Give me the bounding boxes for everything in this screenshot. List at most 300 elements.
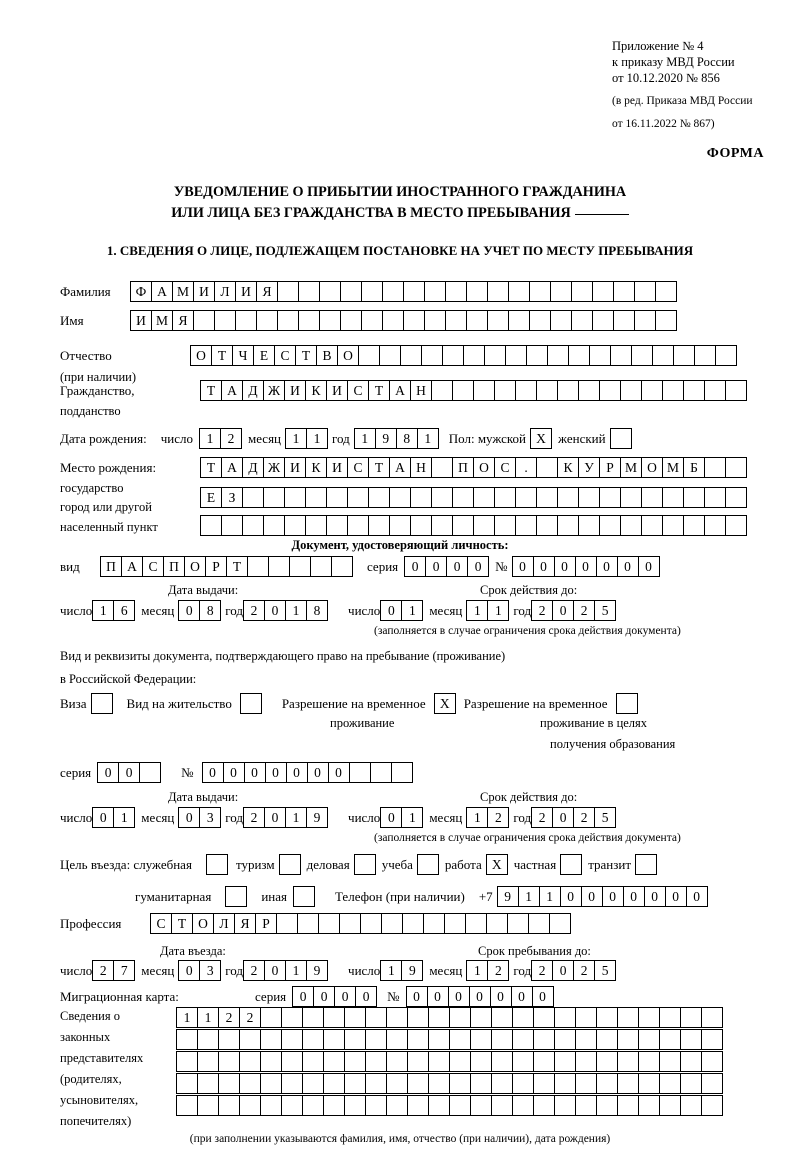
char-cell[interactable]: 0 bbox=[469, 986, 491, 1007]
char-cell[interactable] bbox=[571, 281, 593, 302]
char-cell[interactable] bbox=[442, 345, 464, 366]
char-cell[interactable] bbox=[276, 913, 298, 934]
char-cell[interactable] bbox=[365, 1007, 387, 1028]
char-cell[interactable]: . bbox=[515, 457, 537, 478]
char-cell[interactable] bbox=[725, 487, 747, 508]
char-cell[interactable]: 0 bbox=[334, 986, 356, 1007]
char-cell[interactable] bbox=[410, 515, 432, 536]
char-cell[interactable] bbox=[536, 457, 558, 478]
char-cell[interactable] bbox=[680, 1029, 702, 1050]
char-cell[interactable] bbox=[428, 1051, 450, 1072]
char-cell[interactable]: 1 bbox=[401, 807, 423, 828]
stay-issue-day-input[interactable] bbox=[92, 807, 135, 828]
char-cell[interactable]: 0 bbox=[623, 886, 645, 907]
legal-rep-line4-input[interactable] bbox=[176, 1073, 723, 1094]
char-cell[interactable] bbox=[193, 310, 215, 331]
char-cell[interactable] bbox=[370, 762, 392, 783]
char-cell[interactable]: 9 bbox=[497, 886, 519, 907]
char-cell[interactable]: М bbox=[172, 281, 194, 302]
char-cell[interactable]: 2 bbox=[243, 600, 265, 621]
char-cell[interactable] bbox=[515, 515, 537, 536]
char-cell[interactable] bbox=[617, 1051, 639, 1072]
char-cell[interactable] bbox=[361, 310, 383, 331]
char-cell[interactable] bbox=[494, 487, 516, 508]
stay-until-month-input[interactable] bbox=[466, 960, 509, 981]
stay-doc-number-input[interactable] bbox=[202, 762, 413, 783]
char-cell[interactable]: 1 bbox=[401, 600, 423, 621]
char-cell[interactable]: 2 bbox=[218, 1007, 240, 1028]
char-cell[interactable] bbox=[634, 310, 656, 331]
char-cell[interactable] bbox=[638, 1095, 660, 1116]
char-cell[interactable] bbox=[575, 1073, 597, 1094]
char-cell[interactable]: 0 bbox=[380, 807, 402, 828]
char-cell[interactable] bbox=[260, 1073, 282, 1094]
char-cell[interactable] bbox=[592, 310, 614, 331]
char-cell[interactable]: 2 bbox=[531, 807, 553, 828]
char-cell[interactable]: И bbox=[326, 457, 348, 478]
char-cell[interactable] bbox=[641, 515, 663, 536]
char-cell[interactable] bbox=[620, 380, 642, 401]
char-cell[interactable] bbox=[508, 281, 530, 302]
char-cell[interactable] bbox=[683, 515, 705, 536]
char-cell[interactable]: Т bbox=[200, 380, 222, 401]
char-cell[interactable] bbox=[302, 1051, 324, 1072]
char-cell[interactable] bbox=[403, 281, 425, 302]
char-cell[interactable] bbox=[445, 310, 467, 331]
char-cell[interactable] bbox=[449, 1051, 471, 1072]
char-cell[interactable]: Н bbox=[410, 380, 432, 401]
char-cell[interactable]: 0 bbox=[554, 556, 576, 577]
char-cell[interactable]: 1 bbox=[518, 886, 540, 907]
char-cell[interactable]: 0 bbox=[406, 986, 428, 1007]
char-cell[interactable] bbox=[494, 380, 516, 401]
visa-checkbox[interactable] bbox=[91, 693, 113, 714]
char-cell[interactable] bbox=[680, 1095, 702, 1116]
char-cell[interactable] bbox=[197, 1095, 219, 1116]
char-cell[interactable] bbox=[533, 1095, 555, 1116]
purpose-tourism-checkbox[interactable] bbox=[279, 854, 301, 875]
char-cell[interactable] bbox=[368, 487, 390, 508]
char-cell[interactable]: 0 bbox=[92, 807, 114, 828]
char-cell[interactable]: 0 bbox=[644, 886, 666, 907]
edu-residence-checkbox[interactable] bbox=[616, 693, 638, 714]
char-cell[interactable] bbox=[659, 1029, 681, 1050]
char-cell[interactable] bbox=[704, 380, 726, 401]
char-cell[interactable]: 0 bbox=[552, 960, 574, 981]
char-cell[interactable]: Я bbox=[234, 913, 256, 934]
char-cell[interactable] bbox=[281, 1007, 303, 1028]
char-cell[interactable]: 2 bbox=[243, 960, 265, 981]
char-cell[interactable]: 0 bbox=[264, 960, 286, 981]
char-cell[interactable]: 6 bbox=[113, 600, 135, 621]
char-cell[interactable]: 0 bbox=[328, 762, 350, 783]
char-cell[interactable] bbox=[554, 1073, 576, 1094]
char-cell[interactable] bbox=[491, 1051, 513, 1072]
char-cell[interactable] bbox=[365, 1029, 387, 1050]
char-cell[interactable] bbox=[529, 281, 551, 302]
char-cell[interactable] bbox=[610, 345, 632, 366]
char-cell[interactable] bbox=[662, 515, 684, 536]
char-cell[interactable] bbox=[197, 1051, 219, 1072]
char-cell[interactable] bbox=[473, 515, 495, 536]
char-cell[interactable] bbox=[701, 1095, 723, 1116]
char-cell[interactable] bbox=[347, 515, 369, 536]
char-cell[interactable]: 1 bbox=[487, 600, 509, 621]
identity-issue-day-input[interactable] bbox=[92, 600, 135, 621]
char-cell[interactable] bbox=[407, 1073, 429, 1094]
char-cell[interactable] bbox=[260, 1007, 282, 1028]
entry-year-input[interactable] bbox=[243, 960, 328, 981]
char-cell[interactable] bbox=[319, 281, 341, 302]
identity-valid-day-input[interactable] bbox=[380, 600, 423, 621]
char-cell[interactable] bbox=[491, 1095, 513, 1116]
char-cell[interactable] bbox=[701, 1073, 723, 1094]
char-cell[interactable] bbox=[725, 515, 747, 536]
char-cell[interactable] bbox=[470, 1095, 492, 1116]
char-cell[interactable] bbox=[428, 1073, 450, 1094]
char-cell[interactable] bbox=[550, 281, 572, 302]
char-cell[interactable] bbox=[326, 515, 348, 536]
char-cell[interactable] bbox=[323, 1029, 345, 1050]
char-cell[interactable] bbox=[239, 1073, 261, 1094]
char-cell[interactable] bbox=[662, 380, 684, 401]
char-cell[interactable] bbox=[289, 556, 311, 577]
identity-issue-year-input[interactable] bbox=[243, 600, 328, 621]
char-cell[interactable] bbox=[423, 913, 445, 934]
char-cell[interactable]: 9 bbox=[306, 960, 328, 981]
char-cell[interactable] bbox=[589, 345, 611, 366]
char-cell[interactable]: 1 bbox=[197, 1007, 219, 1028]
char-cell[interactable] bbox=[281, 1095, 303, 1116]
residence-permit-checkbox[interactable] bbox=[240, 693, 262, 714]
char-cell[interactable]: 3 bbox=[199, 807, 221, 828]
char-cell[interactable]: 0 bbox=[223, 762, 245, 783]
legal-rep-line3-input[interactable] bbox=[176, 1051, 723, 1072]
char-cell[interactable] bbox=[659, 1095, 681, 1116]
char-cell[interactable] bbox=[617, 1095, 639, 1116]
char-cell[interactable] bbox=[389, 515, 411, 536]
char-cell[interactable] bbox=[260, 1029, 282, 1050]
char-cell[interactable] bbox=[428, 1029, 450, 1050]
char-cell[interactable]: Я bbox=[256, 281, 278, 302]
char-cell[interactable] bbox=[470, 1007, 492, 1028]
char-cell[interactable] bbox=[512, 1073, 534, 1094]
char-cell[interactable] bbox=[491, 1029, 513, 1050]
stay-until-year-input[interactable] bbox=[531, 960, 616, 981]
char-cell[interactable] bbox=[571, 310, 593, 331]
char-cell[interactable] bbox=[340, 281, 362, 302]
char-cell[interactable]: 0 bbox=[380, 600, 402, 621]
char-cell[interactable] bbox=[641, 487, 663, 508]
purpose-official-checkbox[interactable] bbox=[206, 854, 228, 875]
char-cell[interactable]: Т bbox=[200, 457, 222, 478]
char-cell[interactable] bbox=[247, 556, 269, 577]
identity-doc-number-input[interactable] bbox=[512, 556, 660, 577]
entry-day-input[interactable] bbox=[92, 960, 135, 981]
char-cell[interactable]: А bbox=[221, 380, 243, 401]
char-cell[interactable] bbox=[424, 281, 446, 302]
char-cell[interactable] bbox=[470, 1029, 492, 1050]
sex-female-checkbox[interactable] bbox=[610, 428, 632, 449]
char-cell[interactable] bbox=[634, 281, 656, 302]
char-cell[interactable]: А bbox=[151, 281, 173, 302]
char-cell[interactable]: 0 bbox=[665, 886, 687, 907]
char-cell[interactable] bbox=[297, 913, 319, 934]
char-cell[interactable]: Л bbox=[213, 913, 235, 934]
char-cell[interactable] bbox=[491, 1073, 513, 1094]
birthdate-day-input[interactable] bbox=[199, 428, 242, 449]
char-cell[interactable] bbox=[403, 310, 425, 331]
char-cell[interactable] bbox=[239, 1029, 261, 1050]
char-cell[interactable] bbox=[176, 1051, 198, 1072]
char-cell[interactable]: 5 bbox=[594, 960, 616, 981]
char-cell[interactable] bbox=[218, 1029, 240, 1050]
char-cell[interactable] bbox=[379, 345, 401, 366]
char-cell[interactable]: 1 bbox=[417, 428, 439, 449]
char-cell[interactable]: 1 bbox=[285, 960, 307, 981]
char-cell[interactable] bbox=[449, 1073, 471, 1094]
char-cell[interactable] bbox=[725, 457, 747, 478]
char-cell[interactable]: 3 bbox=[199, 960, 221, 981]
char-cell[interactable] bbox=[652, 345, 674, 366]
char-cell[interactable]: 0 bbox=[264, 600, 286, 621]
char-cell[interactable]: 1 bbox=[113, 807, 135, 828]
char-cell[interactable] bbox=[638, 1007, 660, 1028]
char-cell[interactable] bbox=[704, 487, 726, 508]
char-cell[interactable] bbox=[365, 1073, 387, 1094]
char-cell[interactable]: И bbox=[284, 457, 306, 478]
char-cell[interactable]: О bbox=[473, 457, 495, 478]
char-cell[interactable] bbox=[680, 1007, 702, 1028]
char-cell[interactable] bbox=[452, 515, 474, 536]
char-cell[interactable] bbox=[318, 913, 340, 934]
purpose-transit-checkbox[interactable] bbox=[635, 854, 657, 875]
char-cell[interactable]: С bbox=[494, 457, 516, 478]
char-cell[interactable]: 1 bbox=[285, 600, 307, 621]
char-cell[interactable]: 0 bbox=[286, 762, 308, 783]
stay-valid-year-input[interactable] bbox=[531, 807, 616, 828]
char-cell[interactable]: 2 bbox=[92, 960, 114, 981]
char-cell[interactable]: Ф bbox=[130, 281, 152, 302]
char-cell[interactable] bbox=[218, 1095, 240, 1116]
char-cell[interactable] bbox=[568, 345, 590, 366]
char-cell[interactable] bbox=[386, 1095, 408, 1116]
char-cell[interactable]: 1 bbox=[285, 807, 307, 828]
char-cell[interactable]: П bbox=[452, 457, 474, 478]
char-cell[interactable]: 1 bbox=[285, 428, 307, 449]
char-cell[interactable] bbox=[638, 1029, 660, 1050]
char-cell[interactable] bbox=[659, 1051, 681, 1072]
char-cell[interactable] bbox=[547, 345, 569, 366]
char-cell[interactable] bbox=[284, 515, 306, 536]
char-cell[interactable]: А bbox=[221, 457, 243, 478]
legal-rep-line1-input[interactable] bbox=[176, 1007, 723, 1028]
char-cell[interactable] bbox=[701, 1007, 723, 1028]
char-cell[interactable]: 7 bbox=[113, 960, 135, 981]
char-cell[interactable] bbox=[323, 1007, 345, 1028]
char-cell[interactable]: 1 bbox=[306, 428, 328, 449]
entry-month-input[interactable] bbox=[178, 960, 221, 981]
char-cell[interactable] bbox=[596, 1095, 618, 1116]
char-cell[interactable] bbox=[575, 1007, 597, 1028]
char-cell[interactable] bbox=[386, 1029, 408, 1050]
stay-issue-year-input[interactable] bbox=[243, 807, 328, 828]
migration-card-series-input[interactable] bbox=[292, 986, 377, 1007]
char-cell[interactable] bbox=[323, 1095, 345, 1116]
char-cell[interactable]: 0 bbox=[313, 986, 335, 1007]
char-cell[interactable] bbox=[465, 913, 487, 934]
char-cell[interactable] bbox=[347, 487, 369, 508]
char-cell[interactable] bbox=[445, 281, 467, 302]
char-cell[interactable] bbox=[512, 1051, 534, 1072]
char-cell[interactable] bbox=[386, 1073, 408, 1094]
char-cell[interactable] bbox=[428, 1095, 450, 1116]
char-cell[interactable] bbox=[239, 1051, 261, 1072]
char-cell[interactable] bbox=[281, 1051, 303, 1072]
char-cell[interactable]: 5 bbox=[594, 807, 616, 828]
char-cell[interactable] bbox=[613, 281, 635, 302]
char-cell[interactable] bbox=[200, 515, 222, 536]
char-cell[interactable]: 0 bbox=[404, 556, 426, 577]
char-cell[interactable]: 2 bbox=[239, 1007, 261, 1028]
char-cell[interactable] bbox=[507, 913, 529, 934]
char-cell[interactable]: Ч bbox=[232, 345, 254, 366]
char-cell[interactable] bbox=[578, 380, 600, 401]
char-cell[interactable] bbox=[360, 913, 382, 934]
char-cell[interactable] bbox=[326, 487, 348, 508]
char-cell[interactable] bbox=[197, 1073, 219, 1094]
char-cell[interactable] bbox=[260, 1051, 282, 1072]
char-cell[interactable] bbox=[701, 1051, 723, 1072]
char-cell[interactable]: 0 bbox=[490, 986, 512, 1007]
char-cell[interactable]: 2 bbox=[531, 960, 553, 981]
char-cell[interactable] bbox=[344, 1095, 366, 1116]
char-cell[interactable] bbox=[494, 515, 516, 536]
char-cell[interactable] bbox=[536, 380, 558, 401]
char-cell[interactable] bbox=[214, 310, 236, 331]
char-cell[interactable]: 0 bbox=[467, 556, 489, 577]
char-cell[interactable] bbox=[407, 1007, 429, 1028]
char-cell[interactable]: 0 bbox=[97, 762, 119, 783]
char-cell[interactable]: 1 bbox=[354, 428, 376, 449]
char-cell[interactable] bbox=[281, 1073, 303, 1094]
char-cell[interactable] bbox=[655, 310, 677, 331]
purpose-other-checkbox[interactable] bbox=[293, 886, 315, 907]
char-cell[interactable]: 1 bbox=[466, 807, 488, 828]
char-cell[interactable] bbox=[515, 487, 537, 508]
char-cell[interactable]: 0 bbox=[686, 886, 708, 907]
char-cell[interactable] bbox=[463, 345, 485, 366]
char-cell[interactable]: Д bbox=[242, 380, 264, 401]
char-cell[interactable]: П bbox=[163, 556, 185, 577]
char-cell[interactable] bbox=[305, 515, 327, 536]
char-cell[interactable]: Т bbox=[368, 457, 390, 478]
purpose-humanitarian-checkbox[interactable] bbox=[225, 886, 247, 907]
char-cell[interactable]: З bbox=[221, 487, 243, 508]
char-cell[interactable]: 0 bbox=[292, 986, 314, 1007]
char-cell[interactable]: 0 bbox=[265, 762, 287, 783]
char-cell[interactable]: 9 bbox=[401, 960, 423, 981]
char-cell[interactable] bbox=[470, 1051, 492, 1072]
char-cell[interactable]: 5 bbox=[594, 600, 616, 621]
char-cell[interactable]: М bbox=[151, 310, 173, 331]
char-cell[interactable]: 0 bbox=[511, 986, 533, 1007]
char-cell[interactable] bbox=[536, 487, 558, 508]
char-cell[interactable] bbox=[554, 1051, 576, 1072]
char-cell[interactable]: 2 bbox=[573, 600, 595, 621]
char-cell[interactable]: 2 bbox=[573, 807, 595, 828]
char-cell[interactable] bbox=[487, 310, 509, 331]
char-cell[interactable]: К bbox=[305, 457, 327, 478]
char-cell[interactable] bbox=[557, 487, 579, 508]
char-cell[interactable] bbox=[221, 515, 243, 536]
char-cell[interactable] bbox=[638, 1051, 660, 1072]
char-cell[interactable] bbox=[310, 556, 332, 577]
sex-male-checkbox[interactable]: X bbox=[530, 428, 552, 449]
char-cell[interactable] bbox=[344, 1073, 366, 1094]
char-cell[interactable] bbox=[431, 380, 453, 401]
char-cell[interactable] bbox=[526, 345, 548, 366]
char-cell[interactable] bbox=[382, 310, 404, 331]
char-cell[interactable] bbox=[512, 1029, 534, 1050]
birthplace-line2-input[interactable] bbox=[200, 487, 747, 508]
char-cell[interactable]: 0 bbox=[244, 762, 266, 783]
char-cell[interactable]: К bbox=[305, 380, 327, 401]
char-cell[interactable] bbox=[386, 1051, 408, 1072]
char-cell[interactable]: 2 bbox=[243, 807, 265, 828]
char-cell[interactable]: 2 bbox=[531, 600, 553, 621]
char-cell[interactable]: О bbox=[184, 556, 206, 577]
stay-until-day-input[interactable] bbox=[380, 960, 423, 981]
char-cell[interactable] bbox=[407, 1051, 429, 1072]
char-cell[interactable] bbox=[242, 487, 264, 508]
char-cell[interactable]: 0 bbox=[264, 807, 286, 828]
char-cell[interactable] bbox=[176, 1029, 198, 1050]
char-cell[interactable] bbox=[449, 1029, 471, 1050]
char-cell[interactable]: 0 bbox=[596, 556, 618, 577]
char-cell[interactable] bbox=[617, 1007, 639, 1028]
char-cell[interactable] bbox=[449, 1007, 471, 1028]
char-cell[interactable] bbox=[358, 345, 380, 366]
identity-doc-series-input[interactable] bbox=[404, 556, 489, 577]
char-cell[interactable] bbox=[382, 281, 404, 302]
char-cell[interactable]: 9 bbox=[306, 807, 328, 828]
char-cell[interactable] bbox=[484, 345, 506, 366]
char-cell[interactable] bbox=[284, 487, 306, 508]
char-cell[interactable] bbox=[512, 1007, 534, 1028]
char-cell[interactable] bbox=[431, 515, 453, 536]
char-cell[interactable] bbox=[641, 380, 663, 401]
legal-rep-line5-input[interactable] bbox=[176, 1095, 723, 1116]
char-cell[interactable]: 1 bbox=[92, 600, 114, 621]
char-cell[interactable]: 0 bbox=[446, 556, 468, 577]
char-cell[interactable]: 8 bbox=[396, 428, 418, 449]
char-cell[interactable] bbox=[617, 1029, 639, 1050]
char-cell[interactable] bbox=[197, 1029, 219, 1050]
purpose-study-checkbox[interactable] bbox=[417, 854, 439, 875]
migration-card-number-input[interactable] bbox=[406, 986, 554, 1007]
char-cell[interactable] bbox=[533, 1007, 555, 1028]
char-cell[interactable]: 8 bbox=[306, 600, 328, 621]
char-cell[interactable] bbox=[470, 1073, 492, 1094]
char-cell[interactable]: О bbox=[641, 457, 663, 478]
char-cell[interactable] bbox=[218, 1051, 240, 1072]
char-cell[interactable]: Н bbox=[410, 457, 432, 478]
char-cell[interactable] bbox=[662, 487, 684, 508]
char-cell[interactable]: Т bbox=[211, 345, 233, 366]
char-cell[interactable]: 2 bbox=[573, 960, 595, 981]
identity-valid-year-input[interactable] bbox=[531, 600, 616, 621]
